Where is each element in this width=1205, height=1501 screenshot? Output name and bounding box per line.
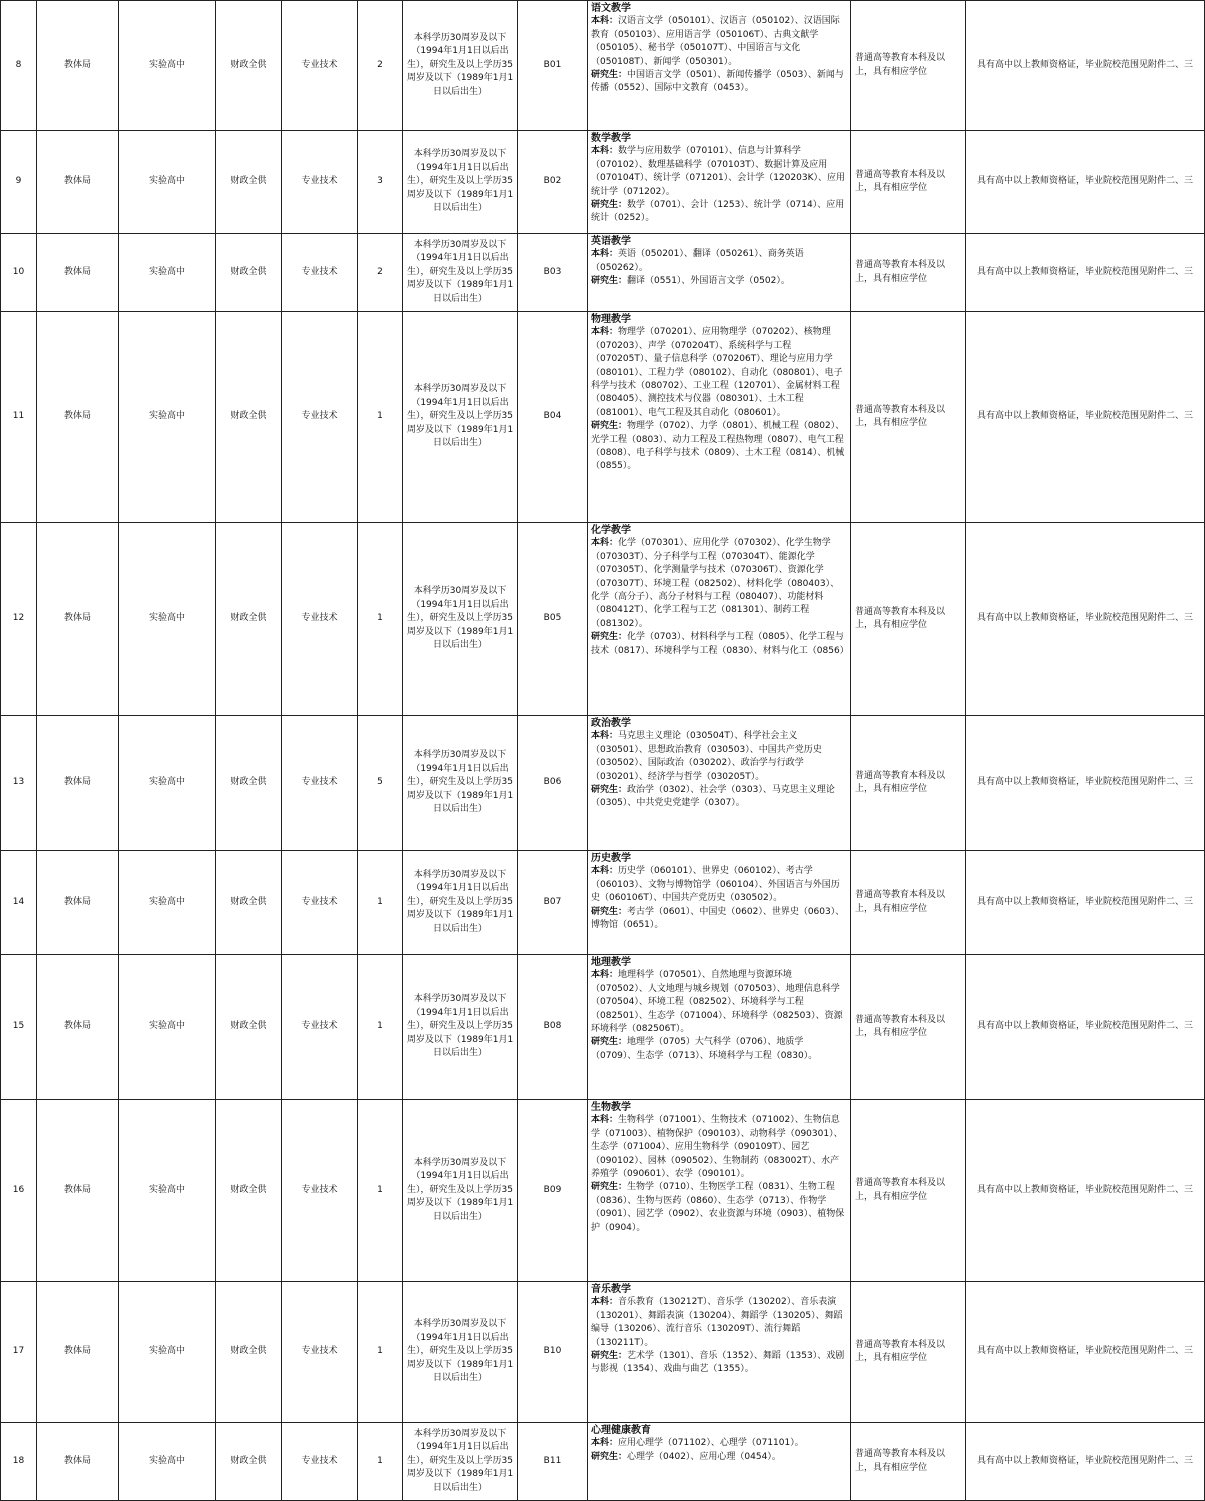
unit-cell: 实验高中 (119, 234, 216, 312)
grad-label: 研究生： (591, 785, 628, 796)
unit-cell: 实验高中 (119, 1423, 216, 1501)
age-requirement-text: 本科学历30周岁及以下（1994年1月1日以后出生），研究生及以上学历35周岁及以下（1989年1月1日以后出生） (406, 239, 514, 304)
funding-cell: 财政全供 (216, 1282, 282, 1423)
grad-label: 研究生： (591, 421, 628, 432)
row-number: 10 (1, 234, 37, 312)
other-requirement-cell: 具有高中以上教师资格证，毕业院校范围见附件二、三 (966, 1282, 1205, 1423)
undergrad-majors-text: 数学与应用数学（070101）、信息与计算科学（070102）、数理基础科学（070103T）、数据计算及应用（070104T）、统计学（071201）、会计学（120203K）、应用统计学（071202）。 (591, 146, 845, 197)
department-cell: 教体局 (37, 716, 119, 851)
education-requirement-cell: 普通高等教育本科及以上，具有相应学位 (851, 1100, 966, 1282)
undergrad-majors-text: 音乐教育（130212T）、音乐学（130202）、音乐表演（130201）、舞蹈表演（130204）、舞蹈学（130205）、舞蹈编导（130206）、流行音乐（130209T）、流行舞蹈（130211T）。 (591, 1297, 843, 1348)
age-requirement-text: 本科学历30周岁及以下（1994年1月1日以后出生），研究生及以上学历35周岁及以下（1989年1月1日以后出生） (406, 1428, 514, 1493)
table-row (1, 955, 1205, 1100)
post-type-cell: 专业技术 (282, 523, 358, 716)
other-requirement-cell: 具有高中以上教师资格证，毕业院校范围见附件二、三 (966, 851, 1205, 955)
department-cell: 教体局 (37, 1282, 119, 1423)
undergrad-majors-text: 英语（050201）、翻译（050261）、商务英语（050262）。 (591, 249, 804, 273)
grad-majors-text: 翻译（0551）、外国语言文学（0502）。 (627, 276, 790, 287)
other-requirement-cell: 具有高中以上教师资格证，毕业院校范围见附件二、三 (966, 312, 1205, 523)
department-cell: 教体局 (37, 1423, 119, 1501)
other-requirement-cell: 具有高中以上教师资格证，毕业院校范围见附件二、三 (966, 1100, 1205, 1282)
undergrad-majors-text: 历史学（060101）、世界史（060102）、考古学（060103）、文物与博物馆学（060104）、外国语言与外国历史（060106T）、中国共产党历史（030502）。 (591, 866, 840, 904)
count-cell: 1 (358, 1100, 403, 1282)
post-type-cell: 专业技术 (282, 234, 358, 312)
undergrad-majors-text: 生物科学（071001）、生物技术（071002）、生物信息学（071003）、植物保护（090103）、动物科学（090301）、生态学（071004）、应用生物科学（090109T）、园艺（090102）、园林（090502）、生物制药（083002T）、水产养殖学（090601）、农学（090101）。 (591, 1115, 843, 1180)
age-requirement-text: 本科学历30周岁及以下（1994年1月1日以后出生），研究生及以上学历35周岁及以下（1989年1月1日以后出生） (406, 869, 514, 934)
undergrad-majors (591, 248, 847, 275)
row-number: 14 (1, 851, 37, 955)
funding-cell: 财政全供 (216, 234, 282, 312)
grad-majors (591, 1350, 847, 1377)
other-requirement-cell: 具有高中以上教师资格证，毕业院校范围见附件二、三 (966, 131, 1205, 234)
age-requirement-text: 本科学历30周岁及以下（1994年1月1日以后出生），研究生及以上学历35周岁及以下（1989年1月1日以后出生） (406, 750, 514, 815)
department-cell: 教体局 (37, 312, 119, 523)
department-cell: 教体局 (37, 955, 119, 1100)
undergrad-majors (591, 145, 847, 199)
grad-majors-text: 中国语言文学（0501）、新闻传播学（0503）、新闻与传播（0552）、国际中文教育（0453）。 (591, 70, 844, 94)
post-type-cell: 专业技术 (282, 955, 358, 1100)
department-cell: 教体局 (37, 523, 119, 716)
count-cell: 1 (358, 523, 403, 716)
position-code-cell: B01 (518, 1, 588, 131)
education-requirement-cell: 普通高等教育本科及以上，具有相应学位 (851, 716, 966, 851)
major-requirement-cell (588, 851, 851, 955)
subject-title: 英语教学 (591, 236, 631, 247)
age-requirement-cell (403, 1423, 518, 1501)
age-requirement-text: 本科学历30周岁及以下（1994年1月1日以后出生），研究生及以上学历35周岁及以下（1989年1月1日以后出生） (406, 32, 514, 97)
table-row (1, 716, 1205, 851)
row-number: 8 (1, 1, 37, 131)
grad-label: 研究生： (591, 70, 628, 81)
position-code-cell: B03 (518, 234, 588, 312)
table-row (1, 131, 1205, 234)
count-cell: 2 (358, 1, 403, 131)
count-cell: 2 (358, 234, 403, 312)
row-number: 11 (1, 312, 37, 523)
funding-cell: 财政全供 (216, 955, 282, 1100)
grad-majors-text: 考古学（0601）、中国史（0602）、世界史（0603）、博物馆（0651）。 (591, 906, 845, 931)
subject-title: 地理教学 (591, 957, 631, 968)
education-requirement-cell: 普通高等教育本科及以上，具有相应学位 (851, 955, 966, 1100)
education-requirement-cell: 普通高等教育本科及以上，具有相应学位 (851, 851, 966, 955)
major-requirement-cell (588, 131, 851, 234)
major-requirement-cell (588, 1, 851, 131)
post-type-cell: 专业技术 (282, 312, 358, 523)
table-row (1, 1, 1205, 131)
grad-label: 研究生： (591, 1182, 628, 1193)
major-requirement-cell (588, 1282, 851, 1423)
post-type-cell: 专业技术 (282, 1, 358, 131)
age-requirement-cell (403, 234, 518, 312)
undergrad-label: 本科： (591, 249, 619, 260)
subject-title: 历史教学 (591, 853, 631, 864)
row-number: 16 (1, 1100, 37, 1282)
subject-title: 语文教学 (591, 3, 631, 14)
undergrad-label: 本科： (591, 970, 619, 981)
undergrad-label: 本科： (591, 731, 619, 742)
subject-title: 心理健康教育 (591, 1425, 651, 1436)
post-type-cell: 专业技术 (282, 716, 358, 851)
position-code-cell: B04 (518, 312, 588, 523)
row-number: 12 (1, 523, 37, 716)
undergrad-label: 本科： (591, 16, 619, 27)
major-requirement-cell (588, 234, 851, 312)
table-row (1, 523, 1205, 716)
undergrad-majors (591, 865, 847, 905)
funding-cell: 财政全供 (216, 1100, 282, 1282)
education-requirement-cell: 普通高等教育本科及以上，具有相应学位 (851, 234, 966, 312)
age-requirement-text: 本科学历30周岁及以下（1994年1月1日以后出生），研究生及以上学历35周岁及以下（1989年1月1日以后出生） (406, 1319, 514, 1384)
age-requirement-text: 本科学历30周岁及以下（1994年1月1日以后出生），研究生及以上学历35周岁及以下（1989年1月1日以后出生） (406, 586, 514, 651)
grad-label: 研究生： (591, 632, 628, 643)
grad-label: 研究生： (591, 1351, 628, 1362)
undergrad-majors (591, 537, 847, 631)
undergrad-majors (591, 1296, 847, 1350)
undergrad-majors-text: 地理科学（070501）、自然地理与资源环境（070502）、人文地理与城乡规划（070503）、地理信息科学（070504）、环境工程（082502）、环境科学与工程（082501）、生态学（071004）、环境科学（082503）、资源环境科学（082506T）。 (591, 970, 843, 1035)
position-code-cell: B10 (518, 1282, 588, 1423)
subject-title: 音乐教学 (591, 1284, 631, 1295)
other-requirement-cell: 具有高中以上教师资格证，毕业院校范围见附件二、三 (966, 1423, 1205, 1501)
count-cell: 3 (358, 131, 403, 234)
grad-majors (591, 784, 847, 811)
undergrad-majors (591, 326, 847, 420)
table-row (1, 1423, 1205, 1501)
undergrad-label: 本科： (591, 866, 619, 877)
age-requirement-text: 本科学历30周岁及以下（1994年1月1日以后出生），研究生及以上学历35周岁及以下（1989年1月1日以后出生） (406, 149, 514, 214)
grad-majors (591, 906, 847, 933)
post-type-cell: 专业技术 (282, 851, 358, 955)
other-requirement-cell: 具有高中以上教师资格证，毕业院校范围见附件二、三 (966, 716, 1205, 851)
grad-majors-text: 地理学（0705）大气科学（0706）、地质学（0709）、生态学（0713）、环境科学与工程（0830）。 (591, 1037, 818, 1061)
row-number: 9 (1, 131, 37, 234)
funding-cell: 财政全供 (216, 523, 282, 716)
major-requirement-cell (588, 716, 851, 851)
age-requirement-text: 本科学历30周岁及以下（1994年1月1日以后出生），研究生及以上学历35周岁及以下（1989年1月1日以后出生） (406, 994, 514, 1059)
funding-cell: 财政全供 (216, 1423, 282, 1501)
age-requirement-cell (403, 1100, 518, 1282)
funding-cell: 财政全供 (216, 1, 282, 131)
post-type-cell: 专业技术 (282, 1282, 358, 1423)
undergrad-majors-text: 汉语言文学（050101）、汉语言（050102）、汉语国际教育（050103）、应用语言学（050106T）、古典文献学（050105）、秘书学（050107T）、中国语言与文化（050108T）、新闻学（050301）。 (591, 16, 840, 67)
grad-majors (591, 631, 847, 658)
grad-majors-text: 艺术学（1301）、音乐（1352）、舞蹈（1353）、戏剧与影视（1354）、戏曲与曲艺（1355）。 (591, 1351, 845, 1375)
count-cell: 1 (358, 312, 403, 523)
funding-cell: 财政全供 (216, 131, 282, 234)
count-cell: 1 (358, 851, 403, 955)
grad-majors-text: 数学（0701）、会计（1253）、统计学（0714）、应用统计（0252）。 (591, 200, 845, 224)
grad-label: 研究生： (591, 906, 628, 917)
undergrad-label: 本科： (591, 327, 619, 338)
unit-cell: 实验高中 (119, 131, 216, 234)
post-type-cell: 专业技术 (282, 1423, 358, 1501)
funding-cell: 财政全供 (216, 716, 282, 851)
major-requirement-cell (588, 955, 851, 1100)
age-requirement-cell (403, 955, 518, 1100)
grad-majors (591, 275, 847, 288)
grad-label: 研究生： (591, 276, 628, 287)
row-number: 17 (1, 1282, 37, 1423)
unit-cell: 实验高中 (119, 1282, 216, 1423)
grad-majors-text: 化学（0703）、材料科学与工程（0805）、化学工程与技术（0817）、环境科学与工程（0830）、材料与化工（0856） (591, 632, 849, 656)
other-requirement-cell: 具有高中以上教师资格证，毕业院校范围见附件二、三 (966, 1, 1205, 131)
table-body (1, 1, 1205, 1501)
education-requirement-cell: 普通高等教育本科及以上，具有相应学位 (851, 523, 966, 716)
undergrad-label: 本科： (591, 1115, 619, 1126)
unit-cell: 实验高中 (119, 955, 216, 1100)
undergrad-majors (591, 1114, 847, 1181)
unit-cell: 实验高中 (119, 1, 216, 131)
major-requirement-cell (588, 312, 851, 523)
undergrad-label: 本科： (591, 146, 619, 157)
position-code-cell: B05 (518, 523, 588, 716)
age-requirement-cell (403, 523, 518, 716)
grad-majors-text: 物理学（0702）、力学（0801）、机械工程（0802）、光学工程（0803）、动力工程及工程热物理（0807）、电气工程（0808）、电子科学与技术（0809）、土木工程（0814）、机械（0855）。 (591, 421, 845, 472)
unit-cell: 实验高中 (119, 716, 216, 851)
age-requirement-cell (403, 716, 518, 851)
subject-title: 化学教学 (591, 525, 631, 536)
unit-cell: 实验高中 (119, 312, 216, 523)
undergrad-majors-text: 马克思主义理论（030504T）、科学社会主义（030501）、思想政治教育（030503）、中国共产党历史（030502）、国际政治（030202）、政治学与行政学（030201）、经济学与哲学（030205T）。 (591, 731, 822, 782)
major-requirement-cell (588, 1423, 851, 1501)
education-requirement-cell: 普通高等教育本科及以上，具有相应学位 (851, 1282, 966, 1423)
post-type-cell: 专业技术 (282, 1100, 358, 1282)
position-code-cell: B07 (518, 851, 588, 955)
position-code-cell: B09 (518, 1100, 588, 1282)
funding-cell: 财政全供 (216, 851, 282, 955)
table-row (1, 234, 1205, 312)
count-cell: 5 (358, 716, 403, 851)
education-requirement-cell: 普通高等教育本科及以上，具有相应学位 (851, 131, 966, 234)
major-requirement-cell (588, 523, 851, 716)
unit-cell: 实验高中 (119, 1100, 216, 1282)
position-code-cell: B06 (518, 716, 588, 851)
table-row (1, 851, 1205, 955)
undergrad-label: 本科： (591, 1297, 619, 1308)
age-requirement-text: 本科学历30周岁及以下（1994年1月1日以后出生），研究生及以上学历35周岁及以下（1989年1月1日以后出生） (406, 384, 514, 449)
other-requirement-cell: 具有高中以上教师资格证，毕业院校范围见附件二、三 (966, 955, 1205, 1100)
count-cell: 1 (358, 1282, 403, 1423)
education-requirement-cell: 普通高等教育本科及以上，具有相应学位 (851, 312, 966, 523)
post-type-cell: 专业技术 (282, 131, 358, 234)
undergrad-majors-text: 应用心理学（071102）、心理学（071101）。 (618, 1438, 804, 1449)
unit-cell: 实验高中 (119, 851, 216, 955)
undergrad-majors-text: 物理学（070201）、应用物理学（070202）、核物理（070203）、声学（070204T）、系统科学与工程（070205T）、量子信息科学（070206T）、理论与应用力学（080101）、工程力学（080102）、自动化（080801）、电子科学与技术（080702）、工业工程（120701）、金属材料工程（080405）、测控技术与仪器（080301）、土木工程（081001）、电气工程及其自动化（080601）。 (591, 327, 843, 418)
grad-label: 研究生： (591, 1451, 628, 1462)
age-requirement-cell (403, 1, 518, 131)
age-requirement-cell (403, 1282, 518, 1423)
department-cell: 教体局 (37, 234, 119, 312)
grad-majors (591, 1451, 847, 1464)
undergrad-majors (591, 15, 847, 69)
subject-title: 政治教学 (591, 718, 631, 729)
unit-cell: 实验高中 (119, 523, 216, 716)
row-number: 15 (1, 955, 37, 1100)
education-requirement-cell: 普通高等教育本科及以上，具有相应学位 (851, 1, 966, 131)
subject-title: 物理教学 (591, 314, 631, 325)
other-requirement-cell: 具有高中以上教师资格证，毕业院校范围见附件二、三 (966, 523, 1205, 716)
major-requirement-cell (588, 1100, 851, 1282)
table-row (1, 1282, 1205, 1423)
undergrad-majors (591, 1437, 847, 1450)
undergrad-majors (591, 969, 847, 1036)
department-cell: 教体局 (37, 1, 119, 131)
department-cell: 教体局 (37, 851, 119, 955)
row-number: 18 (1, 1423, 37, 1501)
grad-majors (591, 1036, 847, 1063)
grad-majors (591, 199, 847, 226)
age-requirement-cell (403, 131, 518, 234)
position-code-cell: B11 (518, 1423, 588, 1501)
age-requirement-cell (403, 312, 518, 523)
age-requirement-text: 本科学历30周岁及以下（1994年1月1日以后出生），研究生及以上学历35周岁及以下（1989年1月1日以后出生） (406, 1157, 514, 1222)
count-cell: 1 (358, 955, 403, 1100)
grad-label: 研究生： (591, 1037, 628, 1048)
age-requirement-cell (403, 851, 518, 955)
grad-majors-text: 生物学（0710）、生物医学工程（0831）、生物工程（0836）、生物与医药（0860）、生态学（0713）、作物学（0901）、园艺学（0902）、农业资源与环境（0903）、植物保护（0904）。 (591, 1182, 845, 1233)
position-code-cell: B02 (518, 131, 588, 234)
subject-title: 生物教学 (591, 1102, 631, 1113)
table-row (1, 312, 1205, 523)
department-cell: 教体局 (37, 131, 119, 234)
row-number: 13 (1, 716, 37, 851)
grad-majors (591, 1181, 847, 1235)
grad-majors-text: 心理学（0402）、应用心理（0454）。 (627, 1451, 781, 1462)
education-requirement-cell: 普通高等教育本科及以上，具有相应学位 (851, 1423, 966, 1501)
grad-majors (591, 69, 847, 96)
grad-label: 研究生： (591, 200, 628, 211)
undergrad-majors-text: 化学（070301）、应用化学（070302）、化学生物学（070303T）、分子科学与工程（070304T）、能源化学（070305T）、化学测量学与技术（070306T）、资源化学（070307T）、环境工程（082502）、材料化学（080403）、化学（高分子）、高分子材料与工程（080407）、功能材料（080412T）、化学工程与工艺（081301）、制药工程（081302）。 (591, 538, 840, 629)
other-requirement-cell: 具有高中以上教师资格证，毕业院校范围见附件二、三 (966, 234, 1205, 312)
funding-cell: 财政全供 (216, 312, 282, 523)
position-code-cell: B08 (518, 955, 588, 1100)
undergrad-majors (591, 730, 847, 784)
grad-majors-text: 政治学（0302）、社会学（0303）、马克思主义理论（0305）、中共党史党建学（0307）。 (591, 785, 835, 809)
grad-majors (591, 420, 847, 474)
subject-title: 数学教学 (591, 133, 631, 144)
count-cell: 1 (358, 1423, 403, 1501)
undergrad-label: 本科： (591, 538, 619, 549)
undergrad-label: 本科： (591, 1438, 619, 1449)
table-row (1, 1100, 1205, 1282)
department-cell: 教体局 (37, 1100, 119, 1282)
